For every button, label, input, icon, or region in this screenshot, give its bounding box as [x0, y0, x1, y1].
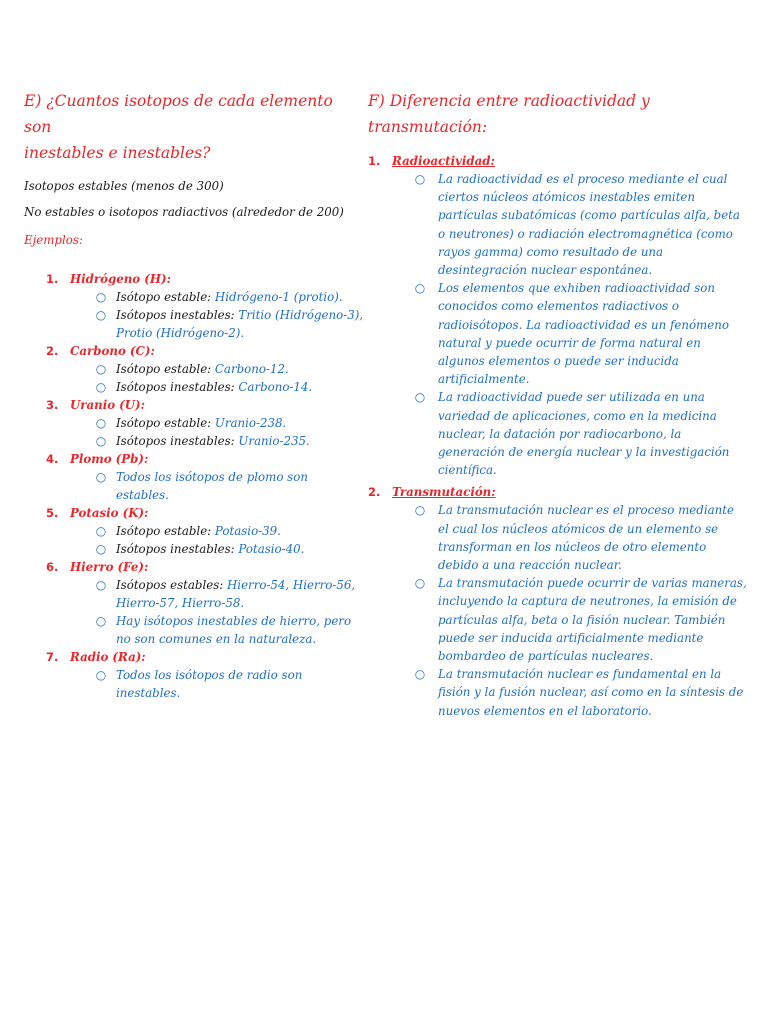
isotope-bullet-item — [24, 468, 364, 504]
hollow-circle-bullet-icon: ○ — [95, 380, 107, 394]
hollow-circle-bullet-icon: ○ — [414, 576, 426, 591]
isotope-bullet-item — [24, 378, 364, 396]
isotope-label: Isótopos estables: — [116, 578, 228, 592]
element-name: Hierro (Fe): — [70, 560, 149, 574]
list-number: 4. — [46, 452, 59, 466]
list-number: 5. — [46, 506, 59, 520]
isotope-value: Todos los isótopos de radio son inestables. — [116, 668, 303, 700]
isotope-bullet-item — [24, 306, 364, 342]
hollow-circle-bullet-icon: ○ — [95, 290, 107, 304]
isotope-bullet-item — [24, 540, 364, 558]
isotope-value: Tritio (Hidrógeno-3), Protio (Hidrógeno-2). — [116, 308, 364, 340]
isotope-value: Carbono-12. — [214, 362, 289, 376]
hollow-circle-bullet-icon: ○ — [95, 308, 107, 322]
element-name: Hidrógeno (H): — [70, 272, 171, 286]
hollow-circle-bullet-icon: ○ — [414, 172, 426, 186]
section-e-column — [24, 88, 364, 702]
element-name: Radio (Ra): — [70, 650, 146, 664]
isotope-value: Potasio-39. — [214, 524, 281, 538]
definition-text: La transmutación nuclear es el proceso mediante el cual los núcleos atómicos de un elemento se transforman en los núcleos de otro elemento debido a una reacción nuclear. — [438, 503, 734, 573]
list-number: 3. — [46, 398, 59, 412]
isotope-value: Uranio-235. — [238, 434, 310, 448]
isotope-value: Hierro-54, Hierro-56, Hierro-57, Hierro-58. — [116, 578, 356, 610]
isotope-bullet-item — [24, 666, 364, 702]
isotope-bullet-item — [24, 414, 364, 432]
list-number: 6. — [46, 560, 59, 574]
hollow-circle-bullet-icon: ○ — [95, 416, 107, 430]
section-list — [368, 152, 748, 720]
list-number: 7. — [46, 650, 59, 664]
hollow-circle-bullet-icon: ○ — [414, 503, 426, 518]
definition-text: La transmutación puede ocurrir de varias maneras, incluyendo la captura de neutrones, la emisión de partículas alfa, beta o la fisión nuclear. También puede ser inducida artificialmente mediante bombardeo de partículas nucleares. — [438, 576, 747, 664]
element-name: Potasio (K): — [70, 506, 149, 520]
isotope-label: Isótopo estable: — [116, 416, 215, 430]
element-item — [24, 342, 364, 360]
isotope-label: Isótopos inestables: — [116, 308, 239, 322]
element-item — [24, 648, 364, 666]
hollow-circle-bullet-icon: ○ — [95, 542, 107, 556]
definition-text: La transmutación nuclear es fundamental en la fisión y la fusión nuclear, así como en la síntesis de nuevos elementos en el laboratorio. — [438, 667, 744, 718]
hollow-circle-bullet-icon: ○ — [95, 578, 107, 592]
definition-term: Radioactividad: — [392, 154, 495, 168]
section-f-column — [368, 88, 748, 720]
hollow-circle-bullet-icon: ○ — [95, 668, 107, 682]
unstable-isotopes-count: No estables o isotopos radiactivos (alrededor de 200) — [24, 205, 344, 219]
element-list — [24, 270, 364, 702]
isotope-bullet-item — [24, 576, 364, 612]
isotope-label: Isótopos inestables: — [116, 434, 239, 448]
hollow-circle-bullet-icon: ○ — [95, 362, 107, 376]
definition-section — [368, 152, 748, 170]
element-name: Plomo (Pb): — [70, 452, 149, 466]
element-item — [24, 504, 364, 522]
isotope-bullet-item — [24, 360, 364, 378]
hollow-circle-bullet-icon: ○ — [95, 470, 107, 484]
definition-bullet-item — [368, 501, 748, 574]
isotope-label: Isótopos inestables: — [116, 380, 239, 394]
list-number: 1. — [368, 154, 381, 168]
isotope-bullet-item — [24, 522, 364, 540]
element-item — [24, 396, 364, 414]
isotope-label: Isótopo estable: — [116, 290, 215, 304]
isotope-bullet-item — [24, 288, 364, 306]
isotope-value: Carbono-14. — [238, 380, 313, 394]
definition-bullet-item — [368, 279, 748, 388]
element-name: Carbono (C): — [70, 344, 155, 358]
isotope-value: Potasio-40. — [238, 542, 305, 556]
element-item — [24, 558, 364, 576]
isotope-bullet-item — [24, 432, 364, 450]
element-item — [24, 270, 364, 288]
isotope-label: Isótopo estable: — [116, 362, 215, 376]
hollow-circle-bullet-icon: ○ — [414, 667, 426, 682]
section-e-heading-line1: E) ¿Cuantos isotopos de cada elemento son — [24, 92, 333, 136]
element-name: Uranio (U): — [70, 398, 145, 412]
hollow-circle-bullet-icon: ○ — [95, 524, 107, 538]
definition-text: La radioactividad es el proceso mediante el cual ciertos núcleos atómicos inestables emiten partículas subatómicas (como partículas alfa, beta o neutrones) o radiación electromagnética (como rayos gamma) como resultado de una desintegración nuclear espontánea. — [438, 172, 740, 278]
stable-isotopes-count: Isotopos estables (menos de 300) — [24, 179, 224, 193]
definition-bullet-item — [368, 665, 748, 720]
element-item — [24, 450, 364, 468]
definition-text: Los elementos que exhiben radioactividad son conocidos como elementos radiactivos o radioisótopos. La radioactividad es un fenómeno natural y puede ocurrir de forma natural en algunos elementos o puede ser inducida artificialmente. — [438, 281, 729, 387]
list-number: 1. — [46, 272, 59, 286]
hollow-circle-bullet-icon: ○ — [414, 281, 426, 296]
definition-bullet-item — [368, 388, 748, 479]
list-number: 2. — [368, 485, 381, 500]
hollow-circle-bullet-icon: ○ — [95, 614, 107, 628]
isotope-label: Isótopo estable: — [116, 524, 215, 538]
isotope-value: Todos los isótopos de plomo son estables. — [116, 470, 308, 502]
hollow-circle-bullet-icon: ○ — [414, 390, 426, 405]
isotope-value: Hay isótopos inestables de hierro, pero no son comunes en la naturaleza. — [116, 614, 352, 646]
isotope-value: Uranio-238. — [214, 416, 287, 430]
definition-bullet-item — [368, 170, 748, 279]
definition-term: Transmutación: — [392, 485, 496, 500]
isotope-label: Isótopos inestables: — [116, 542, 239, 556]
isotope-bullet-item — [24, 612, 364, 648]
list-number: 2. — [46, 344, 59, 358]
hollow-circle-bullet-icon: ○ — [95, 434, 107, 448]
section-e-heading-line2: inestables e inestables? — [24, 144, 211, 162]
definition-section — [368, 483, 748, 501]
section-f-heading: F) Diferencia entre radioactividad y transmutación: — [368, 92, 650, 136]
definition-bullet-item — [368, 574, 748, 665]
examples-label: Ejemplos: — [24, 233, 83, 247]
isotope-value: Hidrógeno-1 (protio). — [214, 290, 343, 304]
definition-text: La radioactividad puede ser utilizada en una variedad de aplicaciones, como en la medicina nuclear, la datación por radiocarbono, la generación de energía nuclear y la investigación científica. — [438, 390, 730, 478]
